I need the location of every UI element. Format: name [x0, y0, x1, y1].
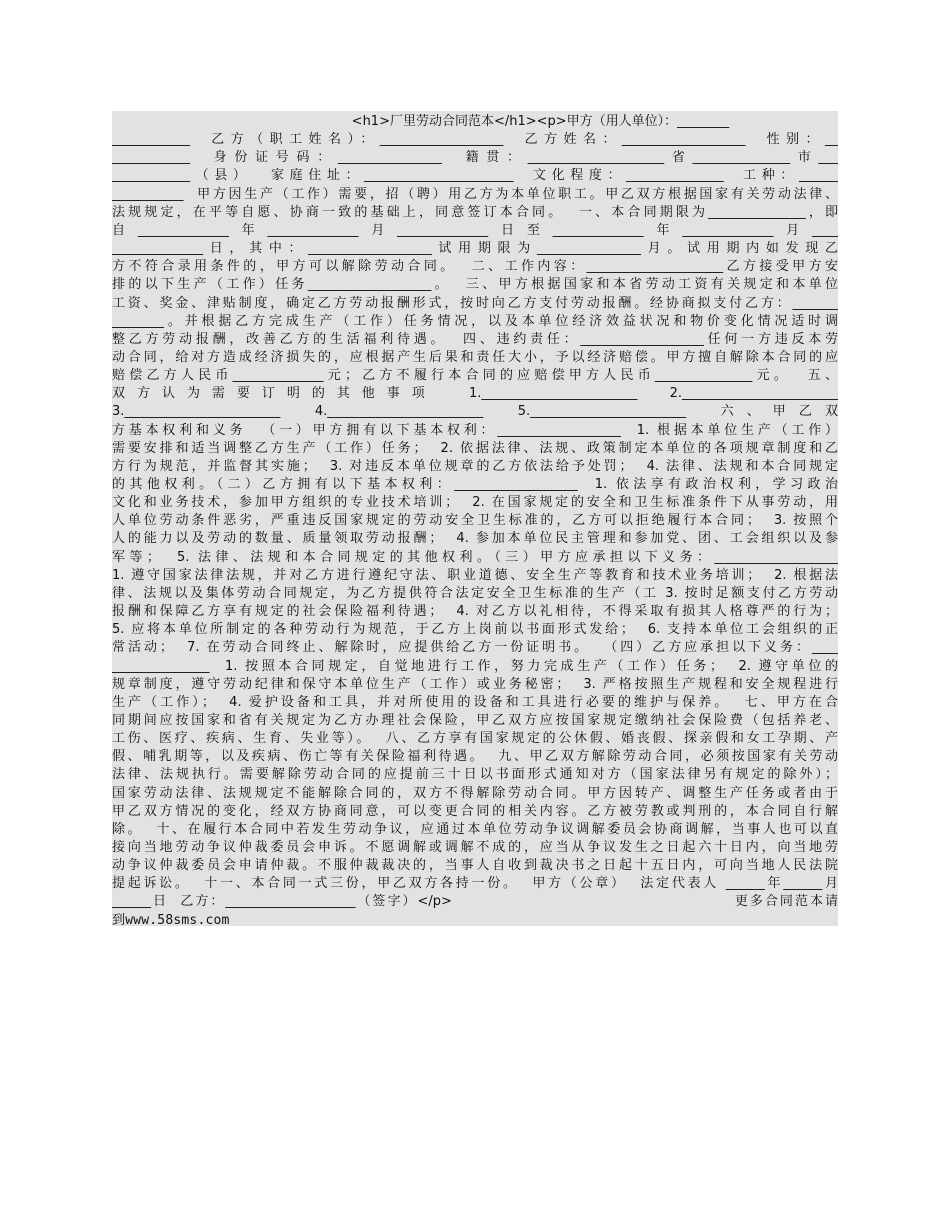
text-line: 赔偿乙方人民币______________元；乙方不履行本合同的应赔偿甲方人民币_______________元。 五、 — [112, 368, 838, 384]
text-line: 排的以下生产（工作）任务___________________。 三、甲方根据国家和本省劳动工资有关规定和本单位 — [112, 277, 838, 293]
text-line: 方不符合录用条件的，甲方可以解除劳动合同。 二、工作内容：_____________________乙方接受甲方安 — [112, 259, 838, 275]
text-line: 人的能力以及劳动的数量、质量领取劳动报酬； 4. 参加本单位民主管理和参加党、团、工会组织以及参 — [112, 531, 838, 547]
text-line: ______________日，其中：___________________试用期限为________________月。试用期内如发现乙 — [112, 241, 838, 257]
text-line: 动争议仲裁委员会申请仲裁。不服仲裁裁决的，当事人自收到裁决书之日起十五日内，可向当地人民法院 — [112, 858, 838, 874]
text-line: 同期间应按国家和省有关规定为乙方办理社会保险，甲乙双方应按国家规定缴纳社会保险费（包括养老、 — [112, 712, 838, 728]
text-line: 人单位劳动条件恶劣，严重违反国家规定的劳动安全卫生标准的，乙方可以拒绝履行本合同； 3. 按照个 — [112, 513, 838, 529]
contract-text-block — [112, 111, 838, 926]
text-line: 国家劳动法律、法规规定不能解除合同的，双方不得解除劳动合同。甲方因转产、调整生产任务或者由于 — [112, 785, 838, 801]
footer-link-line: 到www.58sms.com — [112, 912, 230, 928]
text-line: 法律、法规执行。需要解除劳动合同的应提前三十日以书面形式通知对方（国家法律另有规定的除外）； — [112, 767, 838, 783]
text-line: 工资、奖金、津贴制度，确定乙方劳动报酬形式，按时向乙方支付劳动报酬。经协商拟支付乙方：_______ — [112, 295, 838, 311]
text-line: 整乙方劳动报酬，改善乙方的生活福利待遇。 四、违约责任：___________________任何一方违反本劳 — [112, 331, 838, 347]
text-line: ______日 乙方：____________________（签字）</p> 更多合同范本请 — [112, 894, 838, 910]
text-line: <h1>厂里劳动合同范本</h1><p>甲方（用人单位）：________ — [112, 114, 730, 129]
text-line: 文化和业务技术，参加甲方组织的专业技术培训； 2. 在国家规定的安全和卫生标准条件下从事劳动，用 — [112, 495, 838, 511]
text-line: ___________ 甲方因生产（工作）需要，招（聘）用乙方为本单位职工。甲乙双方根据国家有关劳动法律、 — [112, 186, 838, 202]
text-line: 双方认为需要订明的其他事项 1.________________________ 2.________________________ — [112, 386, 838, 402]
text-line: 假、哺乳期等，以及疾病、伤亡等有关保险福利待遇。 九、甲乙双方解除劳动合同，必须按国家有关劳动 — [112, 749, 838, 765]
text-line: 的其他权利。（二）乙方拥有以下基本权利：___________________ 1. 依法享有政治权利，学习政治 — [112, 477, 838, 492]
text-line: 5. 应将本单位所制定的各种劳动行为规范，于乙方上岗前以书面形式发给； 6. 支持本单位工会组织的正 — [112, 622, 838, 638]
text-line: 需要安排和适当调整乙方生产（工作）任务； 2. 依据法律、法规、政策制定本单位的各项规章制度和乙 — [112, 440, 838, 456]
text-line: 动合同，给对方造成经济损失的，应根据产生后果和责任大小，予以经济赔偿。甲方擅自解除本合同的应 — [112, 349, 838, 365]
text-line: 军等； 5. 法律、法规和本合同规定的其他权利。（三）甲方应承担以下义务：___________________ — [112, 549, 838, 565]
text-line: 自______________年______________月______________日至______________年______________月____ — [112, 222, 838, 238]
text-line: 报酬和保障乙方享有规定的社会保险福利待遇； 4. 对乙方以礼相待，不得采取有损其人格尊严的行为； — [112, 604, 838, 620]
text-line: 规章制度，遵守劳动纪律和保守本单位生产（工作）或业务秘密； 3. 严格按照生产规程和安全规程进行 — [112, 676, 838, 692]
text-line: 1. 遵守国家法律法规，并对乙方进行遵纪守法、职业道德、安全生产等教育和技术业务培训； 2. 根据法 — [112, 567, 838, 583]
text-line: 接向当地劳动争议仲裁委员会申诉。不愿调解或调解不成的，应当从争议发生之日起六十日内，向当地劳 — [112, 840, 838, 855]
text-line: ________。并根据乙方完成生产（工作）任务情况，以及本单位经济效益状况和物价变化情况适时调 — [112, 313, 838, 329]
text-line: 生产（工作）； 4. 爱护设备和工具，并对所使用的设备和工具进行必要的维护与保养。 七、甲方在合 — [112, 694, 838, 710]
text-line: ____________ 身份证号码：________________ 籍贯：_____________________省_______________市___ — [112, 150, 838, 166]
text-line: ____________（县） 家庭住址：_______________________ 文化程度：_______________ 工种：______ — [112, 168, 838, 184]
text-line: ____________ 乙方（职工姓名）：___________________ 乙方姓名：___________________ 性别：__ — [112, 132, 838, 148]
text-line: 3.________________________ 4.________________________ 5.________________________ 六、甲乙双 — [112, 404, 838, 420]
text-line: 提起诉讼。 十一、本合同一式三份，甲乙双方各持一份。 甲方（公章） 法定代表人 ______年______月 — [112, 876, 838, 892]
text-line: 除。 十、在履行本合同中若发生劳动争议，应通过本单位劳动争议调解委员会协商调解，当事人也可以直 — [112, 821, 838, 837]
text-line: 法规规定，在平等自愿、协商一致的基础上，同意签订本合同。 一、本合同期限为_______________，即 — [112, 204, 838, 220]
text-line: 工伤、医疗、疾病、生育、失业等）。 八、乙方享有国家规定的公休假、婚丧假、探亲假和女工孕期、产 — [112, 731, 838, 747]
text-line: 律、法规以及集体劳动合同规定，为乙方提供符合法定安全卫生标准的生产（工 3. 按时足额支付乙方劳动 — [112, 585, 838, 601]
text-line: 甲乙双方情况的变化，经双方协商同意，可以变更合同的相关内容。乙方被劳教或判刑的，本合同自行解 — [112, 803, 838, 819]
text-line: 方基本权利和义务 （一）甲方拥有以下基本权利：___________________ 1. 根据本单位生产（工作） — [112, 422, 838, 438]
text-line: 常活动； 7. 在劳动合同终止、解除时，应提供给乙方一份证明书。 （四）乙方应承担以下义务：____ — [112, 640, 838, 656]
text-line: 方行为规范，并监督其实施； 3. 对违反本单位规章的乙方依法给予处罚； 4. 法律、法规和本合同规定 — [112, 458, 838, 474]
text-line: _______________ 1. 按照本合同规定，自觉地进行工作，努力完成生产（工作）任务； 2. 遵守单位的 — [112, 658, 838, 674]
